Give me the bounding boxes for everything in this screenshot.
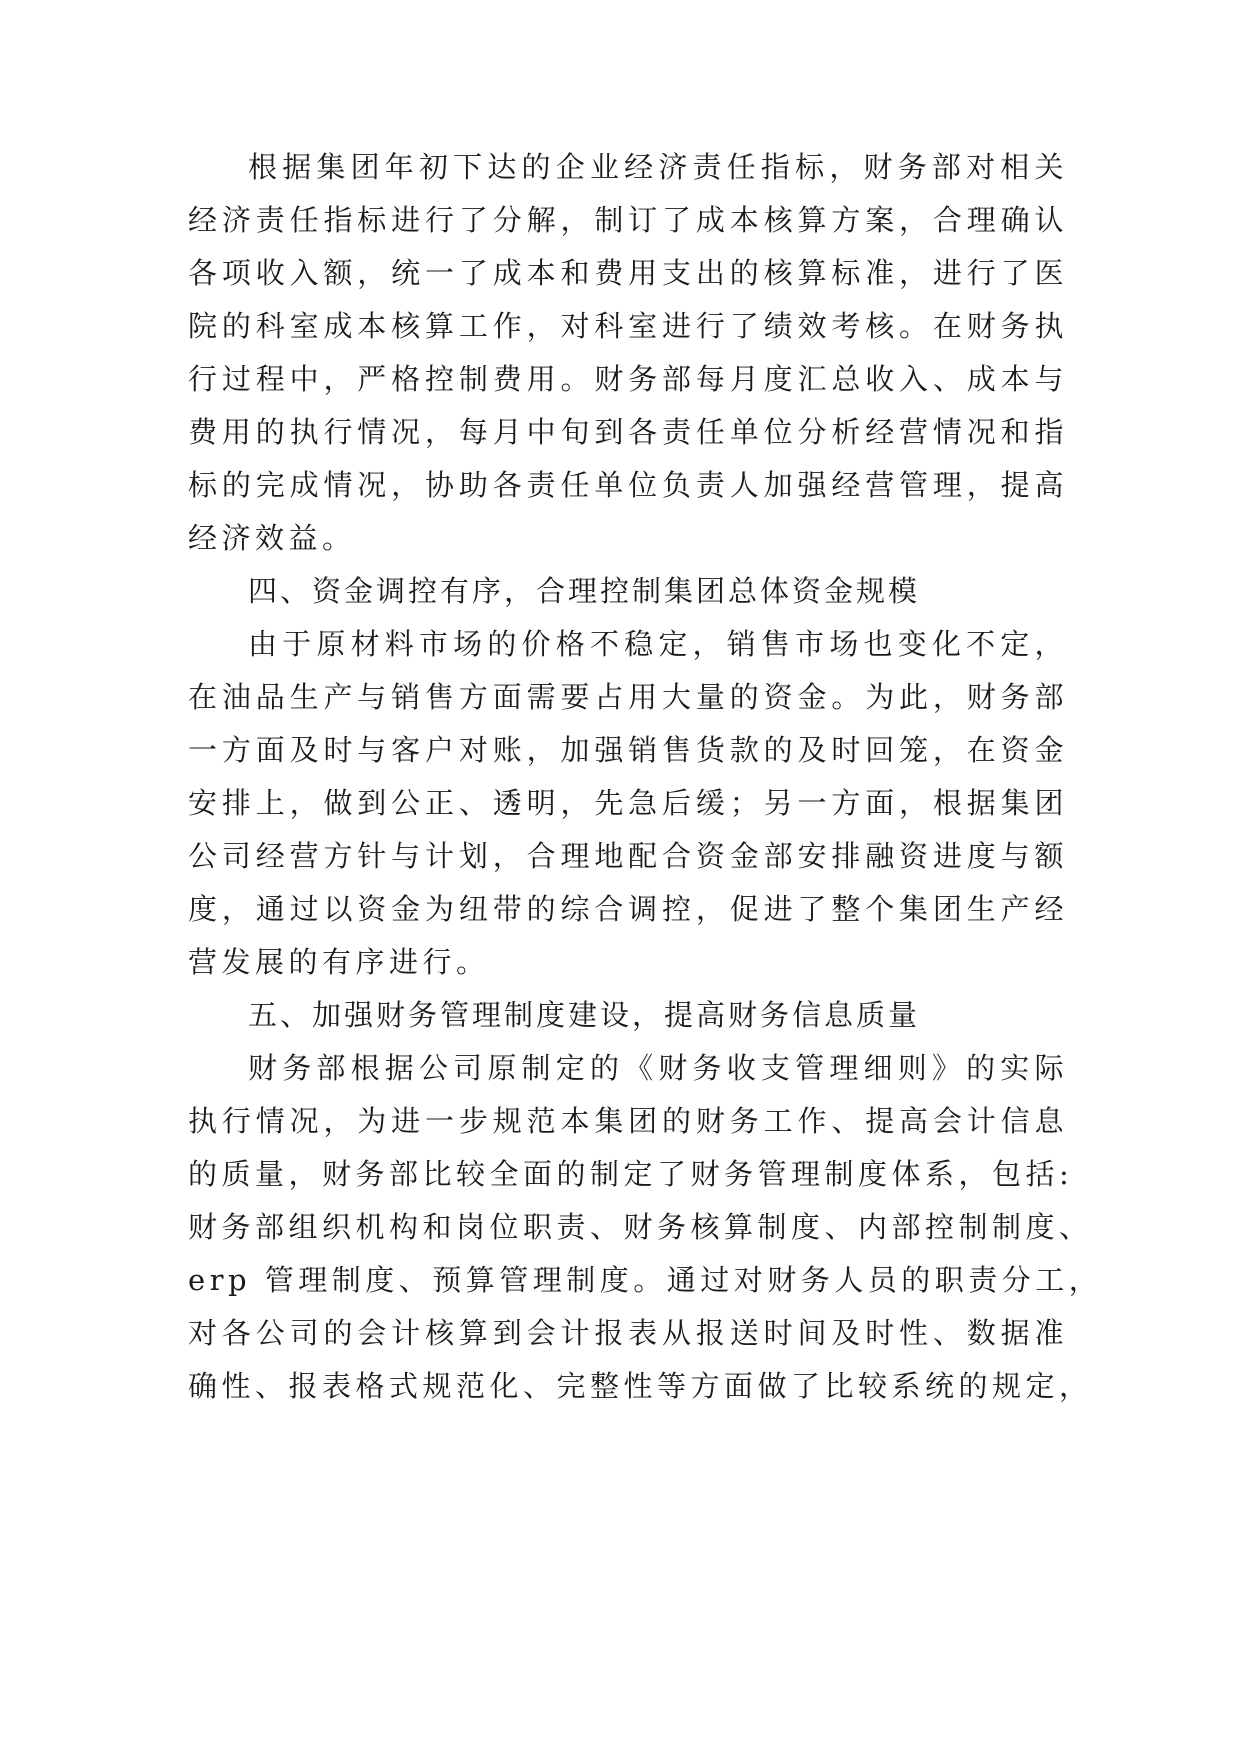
paragraph-line: 各项收入额，统一了成本和费用支出的核算标准，进行了医 xyxy=(188,256,1068,290)
paragraph-line: 财务部组织机构和岗位职责、财务核算制度、内部控制制度、 xyxy=(188,1210,1093,1244)
paragraph-line: 财务部根据公司原制定的《财务收支管理细则》的实际 xyxy=(248,1051,1068,1085)
paragraph-line: 一方面及时与客户对账，加强销售货款的及时回笼，在资金 xyxy=(188,733,1068,767)
paragraph-line: 安排上，做到公正、透明，先急后缓；另一方面，根据集团 xyxy=(188,786,1068,820)
paragraph-line: 确性、报表格式规范化、完整性等方面做了比较系统的规定， xyxy=(188,1369,1093,1403)
paragraph-line: 的质量，财务部比较全面的制定了财务管理制度体系，包括: xyxy=(188,1157,1074,1191)
paragraph-line: 经济效益。 xyxy=(188,521,356,555)
paragraph-line: 费用的执行情况，每月中旬到各责任单位分析经营情况和指 xyxy=(188,415,1068,449)
paragraph-line: 度，通过以资金为纽带的综合调控，促进了整个集团生产经 xyxy=(188,892,1068,926)
paragraph-line: 根据集团年初下达的企业经济责任指标，财务部对相关 xyxy=(248,150,1068,184)
section-heading: 四、资金调控有序，合理控制集团总体资金规模 xyxy=(248,574,921,608)
paragraph-line: erp 管理制度、预算管理制度。通过对财务人员的职责分工， xyxy=(188,1263,1103,1297)
paragraph-line: 执行情况，为进一步规范本集团的财务工作、提高会计信息 xyxy=(188,1104,1068,1138)
paragraph-line: 经济责任指标进行了分解，制订了成本核算方案，合理确认 xyxy=(188,203,1068,237)
paragraph-line: 由于原材料市场的价格不稳定，销售市场也变化不定， xyxy=(248,627,1068,661)
paragraph-line: 在油品生产与销售方面需要占用大量的资金。为此，财务部 xyxy=(188,680,1068,714)
paragraph-line: 营发展的有序进行。 xyxy=(188,945,490,979)
paragraph-line: 标的完成情况，协助各责任单位负责人加强经营管理，提高 xyxy=(188,468,1068,502)
paragraph-line: 行过程中，严格控制费用。财务部每月度汇总收入、成本与 xyxy=(188,362,1068,396)
section-heading: 五、加强财务管理制度建设，提高财务信息质量 xyxy=(248,998,921,1032)
paragraph-line: 对各公司的会计核算到会计报表从报送时间及时性、数据准 xyxy=(188,1316,1068,1350)
paragraph-line: 公司经营方针与计划，合理地配合资金部安排融资进度与额 xyxy=(188,839,1068,873)
paragraph-line: 院的科室成本核算工作，对科室进行了绩效考核。在财务执 xyxy=(188,309,1068,343)
